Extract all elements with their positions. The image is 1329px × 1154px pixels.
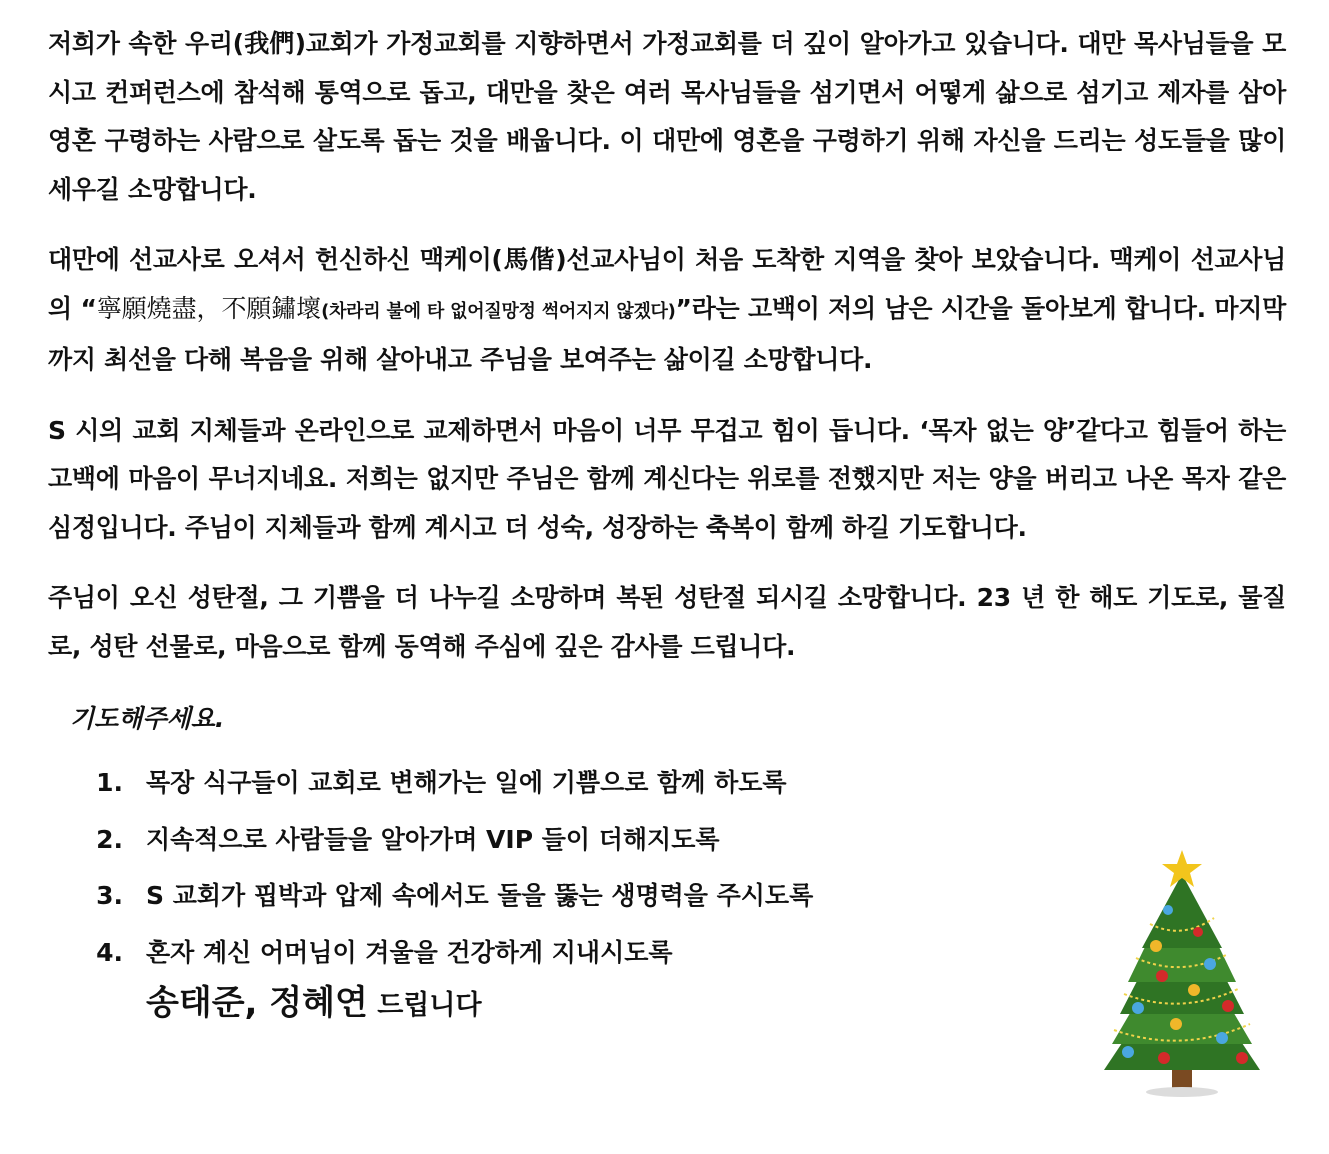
paragraph-1-text: 저희가 속한 우리(我們)교회가 가정교회를 지향하면서 가정교회를 더 깊이 알아가고 있습니다. 대만 목사님들을 모시고 컨퍼런스에 참석해 통역으로 돕고, 대만을 찾은 여러 목사님들을 섬기면서 어떻게 삶으로 섬기고 제자를 삼아 영혼 구령하는 사람으로 살도록 돕는 것을 배웁니다. 이 대만에 영혼을 구령하기 위해 자신을 드리는 성도들을 많이 세우길 소망합니다. bbox=[48, 29, 1286, 204]
paragraph-4-text: 주님이 오신 성탄절, 그 기쁨을 더 나누길 소망하며 복된 성탄절 되시길 소망합니다. 23 년 한 해도 기도로, 물질로, 성탄 선물로, 마음으로 함께 동역해 주심에 깊은 감사를 드립니다. bbox=[48, 583, 1286, 661]
tree-tier-top bbox=[1142, 874, 1222, 948]
prayer-item-text: S 교회가 핍박과 압제 속에서도 돌을 뚫는 생명력을 주시도록 bbox=[146, 881, 814, 910]
ornament-gold bbox=[1150, 940, 1162, 952]
paragraph-2-lead: 대만에 선교사로 오셔서 헌신하신 맥케이(馬偕)선교사님이 처음 도착한 지역을 찾아 보았습니다. 맥케이 선교사님의 “ bbox=[48, 245, 1286, 323]
prayer-request-heading-period: . bbox=[214, 704, 225, 733]
tree-shadow bbox=[1146, 1087, 1218, 1097]
prayer-item-text: 혼자 계신 어머님이 겨울을 건강하게 지내시도록 bbox=[146, 937, 673, 967]
paragraph-1 bbox=[48, 20, 1286, 214]
prayer-item-text: 목장 식구들이 교회로 변해가는 일에 기쁨으로 함께 하도록 bbox=[146, 768, 787, 797]
prayer-request-heading-text: 기도해주세요 bbox=[70, 704, 215, 733]
prayer-item-number: 2. bbox=[96, 824, 123, 854]
ornament-red bbox=[1236, 1052, 1248, 1064]
signature-suffix: 드립니다 bbox=[367, 990, 482, 1021]
paragraph-4 bbox=[48, 574, 1286, 671]
ornament-red bbox=[1193, 927, 1203, 937]
ornament-gold bbox=[1188, 984, 1200, 996]
paragraph-3-text: S 시의 교회 지체들과 온라인으로 교제하면서 마음이 너무 무겁고 힘이 듭니다. ‘목자 없는 양’같다고 힘들어 하는 고백에 마음이 무너지네요. 저희는 없지만 주님은 함께 계신다는 위로를 전했지만 저는 양을 버리고 나온 목자 같은 심정입니다. 주님이 지체들과 함께 계시고 더 성숙, 성장하는 축복이 함께 하길 기도합니다. bbox=[48, 415, 1286, 542]
prayer-item-number: 3. bbox=[96, 881, 123, 910]
quote-translation: (차라리 불에 타 없어질망정 썩어지지 않겠다) bbox=[321, 300, 676, 322]
prayer-item bbox=[48, 755, 1286, 812]
christmas-tree-icon bbox=[1098, 848, 1266, 1098]
ornament-blue bbox=[1132, 1002, 1144, 1014]
ornament-blue bbox=[1204, 958, 1216, 970]
prayer-item-number: 1. bbox=[96, 768, 123, 797]
paragraph-2-rest: ”라는 고백이 저의 남은 시간을 돌아보게 합니다. 마지막까지 최선을 다해 복음을 위해 살아내고 주님을 보여주는 삶이길 소망합니다. bbox=[48, 293, 1286, 374]
paragraph-3 bbox=[48, 407, 1286, 553]
prayer-request-heading bbox=[70, 699, 1286, 735]
signature-names: 송태준, 정혜연 bbox=[146, 983, 368, 1023]
ornament-blue bbox=[1216, 1032, 1228, 1044]
ornament-red bbox=[1156, 970, 1168, 982]
ornament-red bbox=[1158, 1052, 1170, 1064]
paragraph-2 bbox=[48, 236, 1286, 385]
prayer-item-text: 지속적으로 사람들을 알아가며 VIP 들이 더해지도록 bbox=[146, 824, 720, 854]
ornament-gold bbox=[1170, 1018, 1182, 1030]
ornament-red bbox=[1222, 1000, 1234, 1012]
ornament-blue bbox=[1122, 1046, 1134, 1058]
ornament-blue bbox=[1163, 905, 1173, 915]
chinese-quote: 寧願燒盡，不願鏽壞 bbox=[96, 293, 322, 323]
prayer-item-number: 4. bbox=[96, 937, 123, 967]
